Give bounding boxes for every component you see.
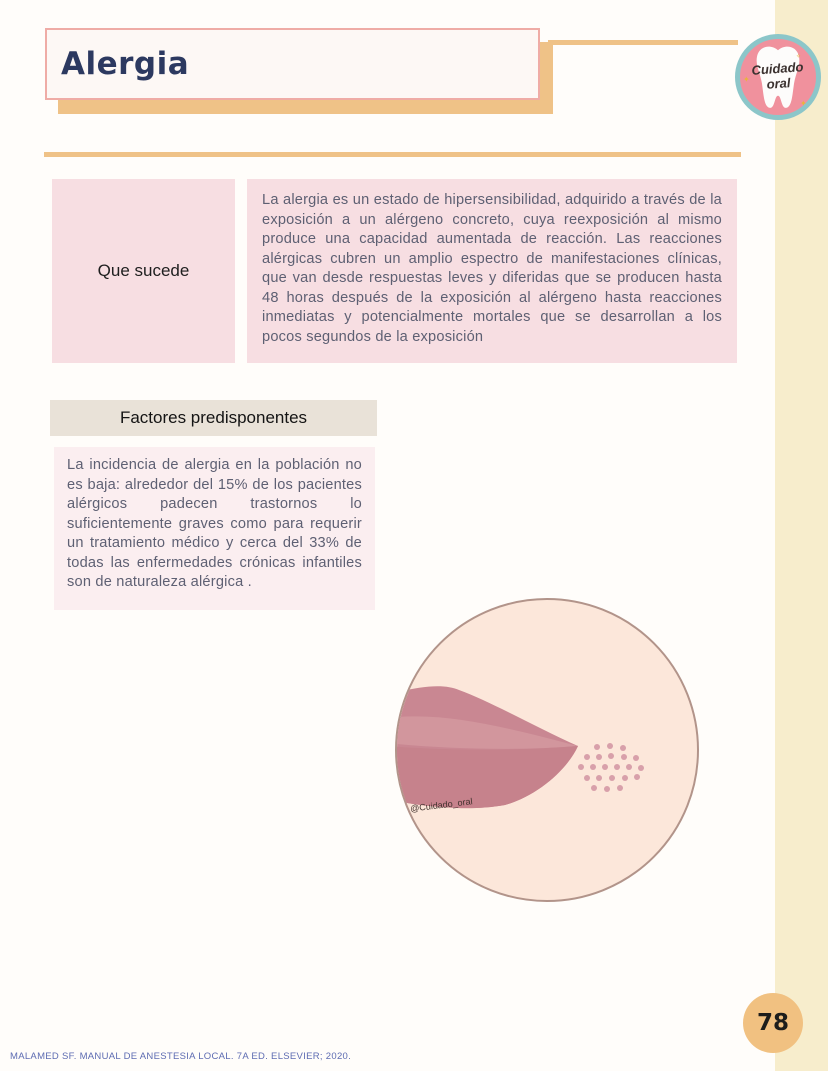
right-edge-stripe — [775, 0, 828, 1071]
section-divider — [44, 152, 741, 157]
page-title: Alergia — [61, 46, 190, 82]
que-sucede-body: La alergia es un estado de hipersensibilidad, adquirido a través de la exposición a un alérgeno concreto, cuya reexposición al mismo produce una capacidad aumentada de reacción. Las reacciones alérgicas cubren un amplio espectro de manifestaciones clínicas, que van desde respuestas leves y diferidas que se producen hasta 48 horas después de la exposición al alérgeno hasta reacciones inmediatas y potencialmente mortales que se desarrollan a los pocos segundos de la exposición — [262, 192, 722, 345]
page-number: 78 — [756, 1010, 789, 1036]
sparkle-icon: ✦ — [800, 99, 807, 108]
factores-heading-box — [50, 400, 377, 436]
title-accent-line — [548, 40, 738, 45]
brand-logo — [735, 34, 821, 120]
title-box — [45, 28, 540, 100]
que-sucede-label-box — [52, 179, 235, 363]
brand-name — [739, 58, 817, 93]
lips-drawing — [397, 600, 699, 902]
que-sucede-paragraph-box — [247, 179, 737, 363]
sparkle-icon: ✧ — [796, 54, 802, 60]
factores-heading: Factores predisponentes — [119, 408, 308, 427]
brand-name-line2: oral — [766, 75, 791, 92]
rash-dots-icon — [578, 743, 644, 792]
sparkle-icon: ✦ — [743, 75, 750, 84]
factores-paragraph-box — [54, 447, 375, 610]
brand-name-line1: Cuidado — [751, 59, 804, 78]
page-number-badge — [743, 993, 803, 1053]
illustration-signature: @Cuidado_oral — [409, 796, 474, 814]
lips-illustration — [395, 598, 699, 902]
lower-lip-shade — [397, 746, 578, 808]
footer-citation: MALAMED SF. MANUAL DE ANESTESIA LOCAL. 7A ED. ELSEVIER; 2020. — [10, 1051, 352, 1062]
factores-body: La incidencia de alergia en la población no es baja: alrededor del 15% de los pacientes alérgicos padecen trastornos lo suficientemente graves como para requerir un tratamiento médico y cerca del 33% de todas las enfermedades crónicas infantiles son de naturaleza alérgica . — [67, 457, 362, 590]
que-sucede-label: Que sucede — [97, 261, 190, 280]
